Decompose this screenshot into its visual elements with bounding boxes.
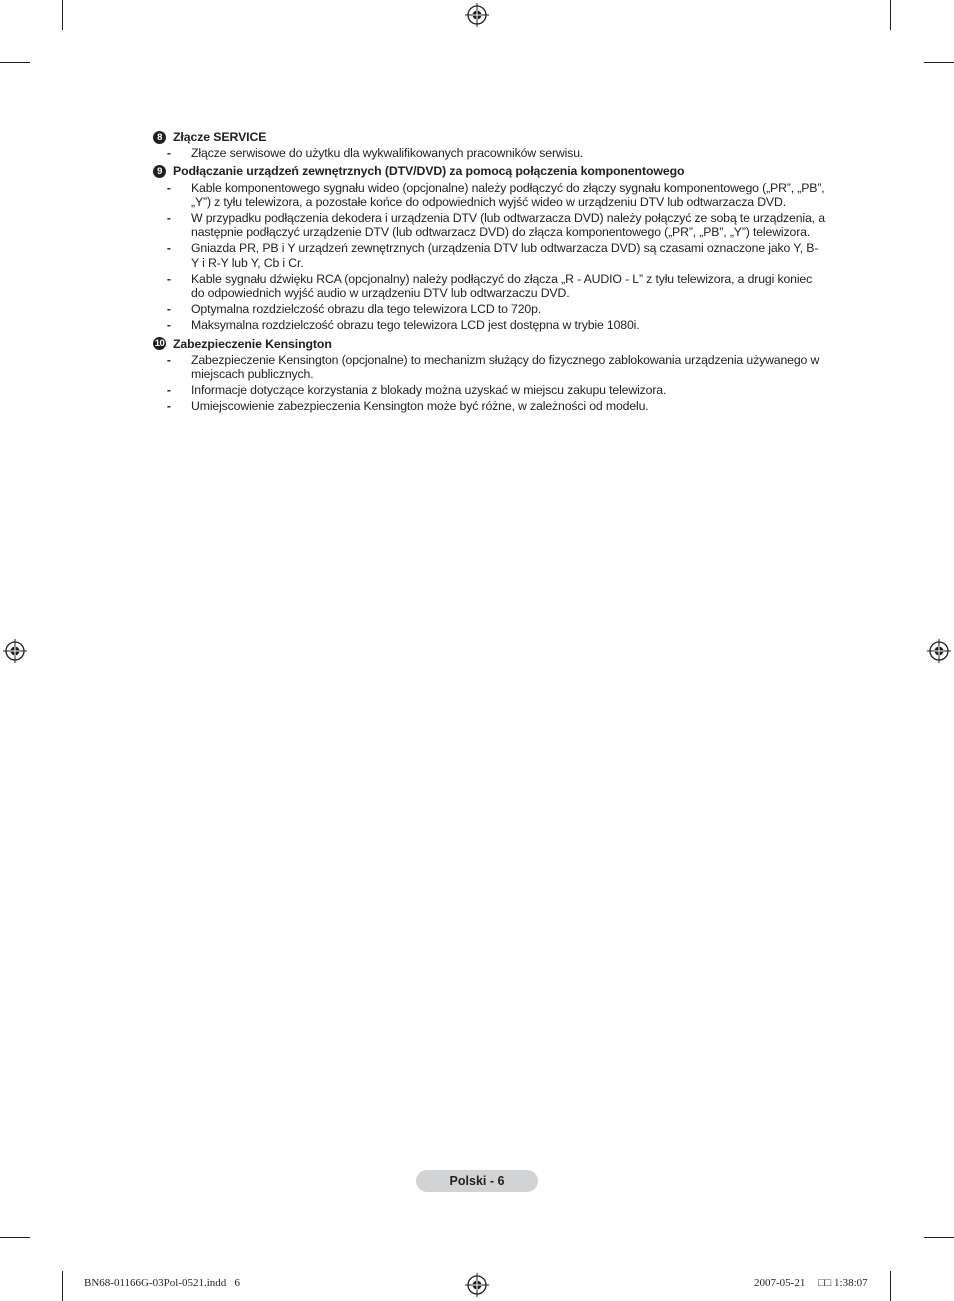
page-number-label: Polski - 6 <box>416 1170 538 1192</box>
dash-bullet: - <box>166 383 171 398</box>
footer-date: 2007-05-21 <box>754 1277 806 1289</box>
list-item <box>153 272 825 300</box>
dash-bullet: - <box>166 241 171 256</box>
crop-mark-top-right-horizontal <box>924 62 954 63</box>
crop-mark-bottom-left-horizontal <box>0 1237 30 1238</box>
list-item-text: W przypadku podłączenia dekodera i urządzenia DTV (lub odtwarzacza DVD) należy połączyć ze sobą te urządzenia, a następnie podłączyć urządzenie DTV (lub odtwarzacz DVD) do złącza komponentowego („PR”, „PB”, „Y”) telewizora. <box>191 211 825 240</box>
list-item <box>153 399 825 413</box>
list-item-text: Informacje dotyczące korzystania z blokady można uzyskać w miejscu zakupu telewizora. <box>191 383 667 398</box>
dash-bullet: - <box>166 302 171 317</box>
section-number-badge: 10 <box>154 338 165 350</box>
section-heading <box>153 337 825 351</box>
list-item-text: Maksymalna rozdzielczość obrazu tego telewizora LCD jest dostępna w trybie 1080i. <box>191 318 640 333</box>
section-title: Złącze SERVICE <box>173 130 267 144</box>
list-item <box>153 181 825 209</box>
list-item-text: Gniazda PR, PB i Y urządzeń zewnętrznych (urządzenia DTV lub odtwarzacza DVD) są czasami oznaczone jako Y, B-Y i R-Y lub Y, Cb i Cr. <box>191 241 819 270</box>
section-title: Podłączanie urządzeń zewnętrznych (DTV/DVD) za pomocą połączenia komponentowego <box>173 164 685 179</box>
registration-mark-left-icon <box>3 639 27 663</box>
section-number-badge: 8 <box>153 131 166 144</box>
list-item <box>153 383 825 397</box>
footer-time: □□ 1:38:07 <box>818 1277 868 1289</box>
list-item-text: Optymalna rozdzielczość obrazu dla tego telewizora LCD to 720p. <box>191 302 542 317</box>
list-item <box>153 211 825 239</box>
bullet-list <box>153 181 825 333</box>
list-item <box>153 353 825 381</box>
list-item-text: Kable sygnału dźwięku RCA (opcjonalny) należy podłączyć do złącza „R - AUDIO - L” z tyłu telewizora, a drugi koniec do odpowiednich wyjść audio w urządzeniu DTV lub odtwarzaczu DVD. <box>191 271 813 301</box>
list-item-text: Zabezpieczenie Kensington (opcjonalne) to mechanizm służący do fizycznego zablokowania urządzenia używanego w miejscach publicznych. <box>191 352 820 382</box>
list-item-text: Umiejscowienie zabezpieczenia Kensington może być różne, w zależności od modelu. <box>191 399 649 414</box>
document-content <box>153 130 825 418</box>
section-kensington-lock <box>153 337 825 414</box>
bullet-list <box>153 353 825 414</box>
dash-bullet: - <box>166 399 171 414</box>
dash-bullet: - <box>166 146 171 161</box>
section-title: Zabezpieczenie Kensington <box>173 336 332 351</box>
dash-bullet: - <box>166 211 171 226</box>
list-item <box>153 318 825 332</box>
dash-bullet: - <box>166 352 171 367</box>
registration-mark-bottom-icon <box>465 1273 489 1297</box>
crop-mark-bottom-right-vertical <box>890 1271 891 1301</box>
bullet-list <box>153 146 825 160</box>
crop-mark-top-left-horizontal <box>0 62 30 63</box>
footer-file-name: BN68-01166G-03Pol-0521.indd 6 <box>84 1277 241 1289</box>
list-item-text: Kable komponentowego sygnału wideo (opcjonalne) należy podłączyć do złączy sygnału komponentowego („PR”, „PB”, „Y”) z tyłu telewizora, a pozostałe końce do odpowiednich wyjść wideo w urządzeniu DTV lub odtwarzacza DVD. <box>191 180 825 209</box>
list-item <box>153 146 825 160</box>
list-item <box>153 241 825 269</box>
section-service-connector <box>153 130 825 160</box>
section-heading <box>153 130 825 144</box>
section-component-connection <box>153 164 825 332</box>
dash-bullet: - <box>166 318 171 333</box>
registration-mark-top-icon <box>465 3 489 27</box>
section-number-badge: 9 <box>153 165 166 178</box>
dash-bullet: - <box>166 271 171 286</box>
crop-mark-bottom-left-vertical <box>62 1271 63 1301</box>
crop-mark-top-right-vertical <box>890 0 891 30</box>
list-item <box>153 302 825 316</box>
section-heading <box>153 164 825 178</box>
list-item-text: Złącze serwisowe do użytku dla wykwalifikowanych pracowników serwisu. <box>191 146 584 161</box>
registration-mark-right-icon <box>927 639 951 663</box>
crop-mark-top-left-vertical <box>62 0 63 30</box>
crop-mark-bottom-right-horizontal <box>924 1237 954 1238</box>
dash-bullet: - <box>166 180 171 195</box>
